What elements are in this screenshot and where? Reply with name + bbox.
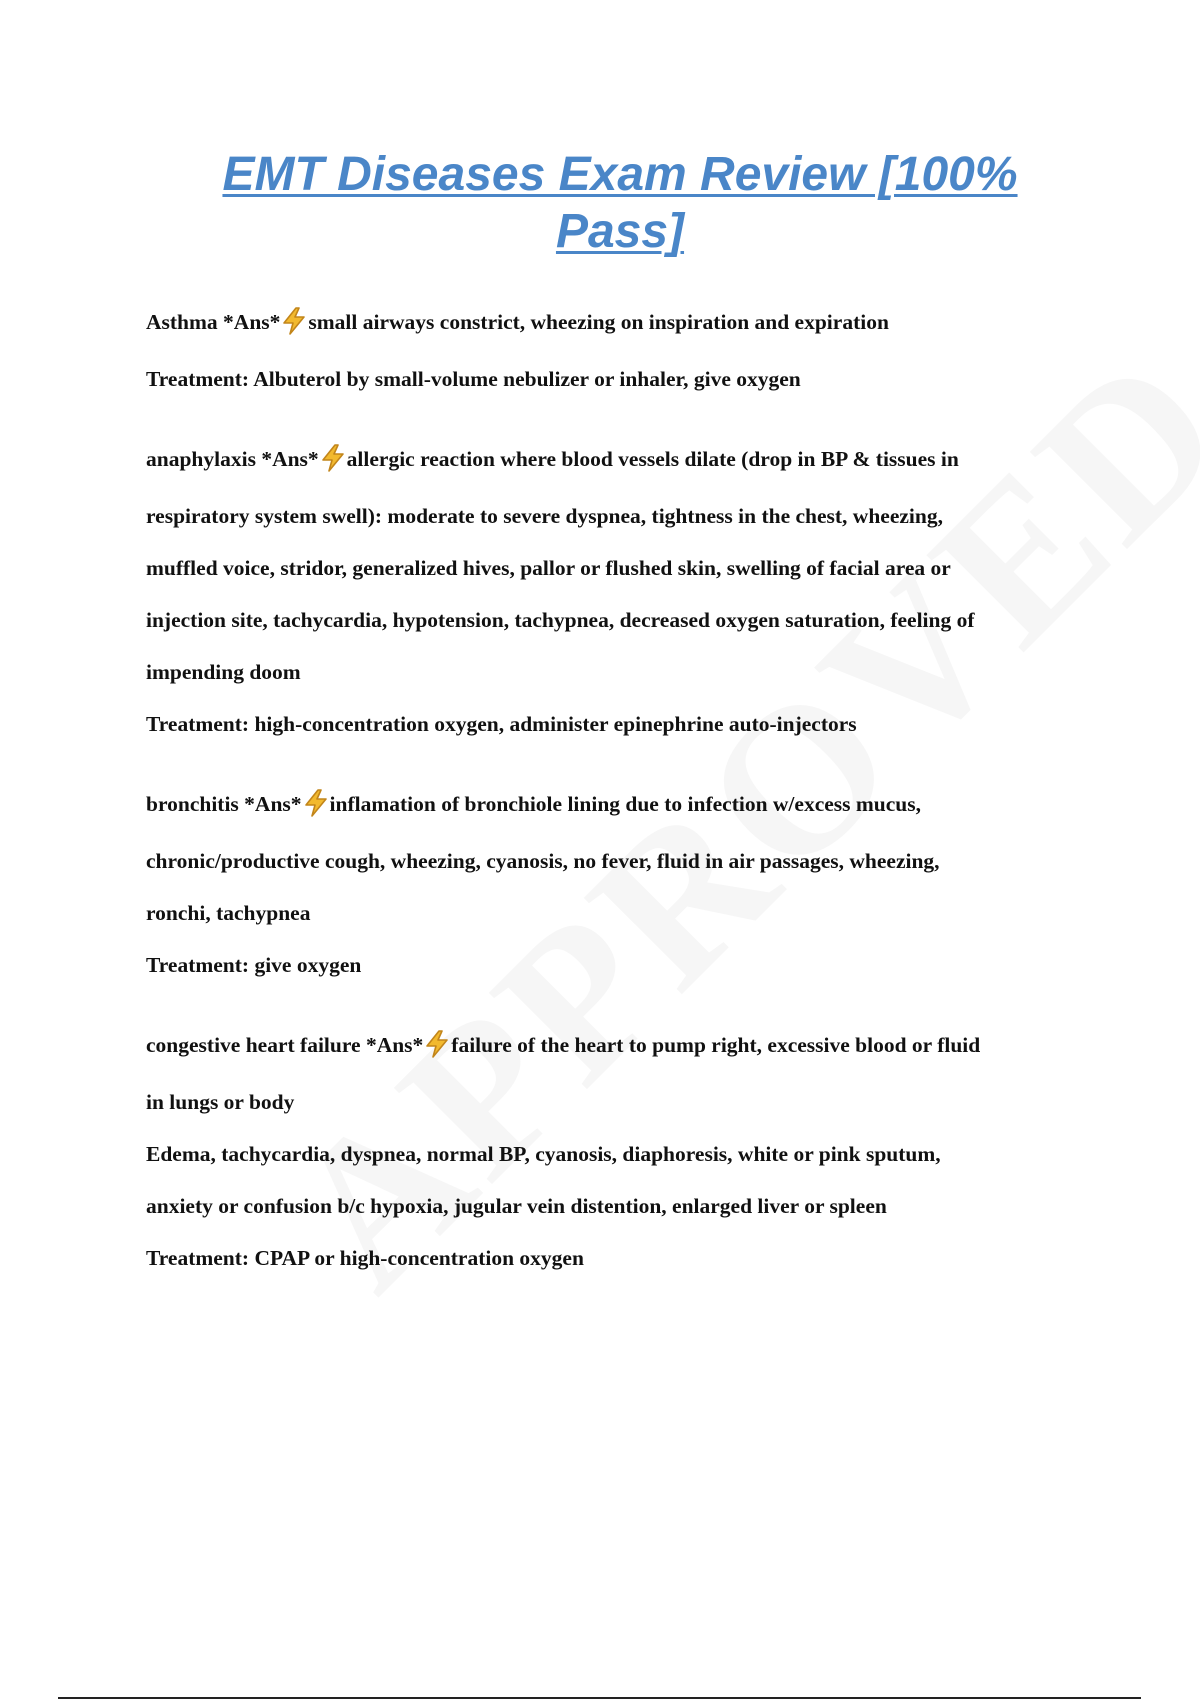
- answer-text: small airways constrict, wheezing on inspiration and expiration: [308, 310, 889, 334]
- entry-term: anaphylaxis: [146, 447, 256, 471]
- treatment-line: Treatment: Albuterol by small-volume nebulizer or inhaler, give oxygen: [146, 367, 801, 391]
- lightning-bolt-icon: [303, 789, 329, 817]
- entry-term: Asthma: [146, 310, 218, 334]
- answer-continuation: impending doom: [146, 660, 301, 684]
- treatment-line: Treatment: high-concentration oxygen, administer epinephrine auto-injectors: [146, 712, 857, 736]
- answer-marker: *Ans*: [365, 1033, 424, 1057]
- lightning-bolt-icon: [424, 1030, 450, 1058]
- answer-marker: *Ans*: [223, 310, 281, 334]
- flashcard-entry-asthma: [146, 307, 1096, 394]
- flashcard-entry-bronchitis: [146, 789, 1096, 980]
- answer-continuation: respiratory system swell): moderate to severe dyspnea, tightness in the chest, wheezing,: [146, 504, 943, 528]
- entry-first-line: [146, 789, 1096, 819]
- treatment-line: Treatment: give oxygen: [146, 953, 362, 977]
- treatment-line: Treatment: CPAP or high-concentration oxygen: [146, 1246, 584, 1270]
- page-bottom-rule: [58, 1697, 1141, 1699]
- answer-marker: *Ans*: [244, 792, 302, 816]
- page-title: EMT Diseases Exam Review [100% Pass]: [222, 148, 1018, 258]
- entry-first-line: [146, 307, 1096, 337]
- lightning-bolt-icon: [281, 307, 307, 335]
- entry-term: congestive heart failure: [146, 1033, 361, 1057]
- answer-text: inflamation of bronchiole lining due to infection w/excess mucus,: [329, 792, 922, 816]
- answer-continuation: in lungs or body: [146, 1090, 295, 1114]
- flashcard-entry-congestive-heart-failure: [146, 1030, 1096, 1273]
- flashcard-list: [146, 307, 1096, 1273]
- lightning-bolt-icon: [320, 444, 346, 472]
- answer-text: allergic reaction where blood vessels dilate (drop in BP & tissues in: [346, 447, 959, 471]
- answer-continuation: muffled voice, stridor, generalized hives, pallor or flushed skin, swelling of facial area or: [146, 556, 951, 580]
- symptoms-line: anxiety or confusion b/c hypoxia, jugular vein distention, enlarged liver or spleen: [146, 1194, 887, 1218]
- answer-continuation: ronchi, tachypnea: [146, 901, 311, 925]
- entry-first-line: [146, 444, 1096, 474]
- entry-first-line: [146, 1030, 1096, 1060]
- answer-continuation: injection site, tachycardia, hypotension, tachypnea, decreased oxygen saturation, feeling of: [146, 608, 975, 632]
- answer-continuation: chronic/productive cough, wheezing, cyanosis, no fever, fluid in air passages, wheezing,: [146, 849, 940, 873]
- flashcard-entry-anaphylaxis: [146, 444, 1096, 739]
- answer-marker: *Ans*: [261, 447, 319, 471]
- entry-term: bronchitis: [146, 792, 239, 816]
- symptoms-line: Edema, tachycardia, dyspnea, normal BP, cyanosis, diaphoresis, white or pink sputum,: [146, 1142, 941, 1166]
- answer-text: failure of the heart to pump right, excessive blood or fluid: [451, 1033, 981, 1057]
